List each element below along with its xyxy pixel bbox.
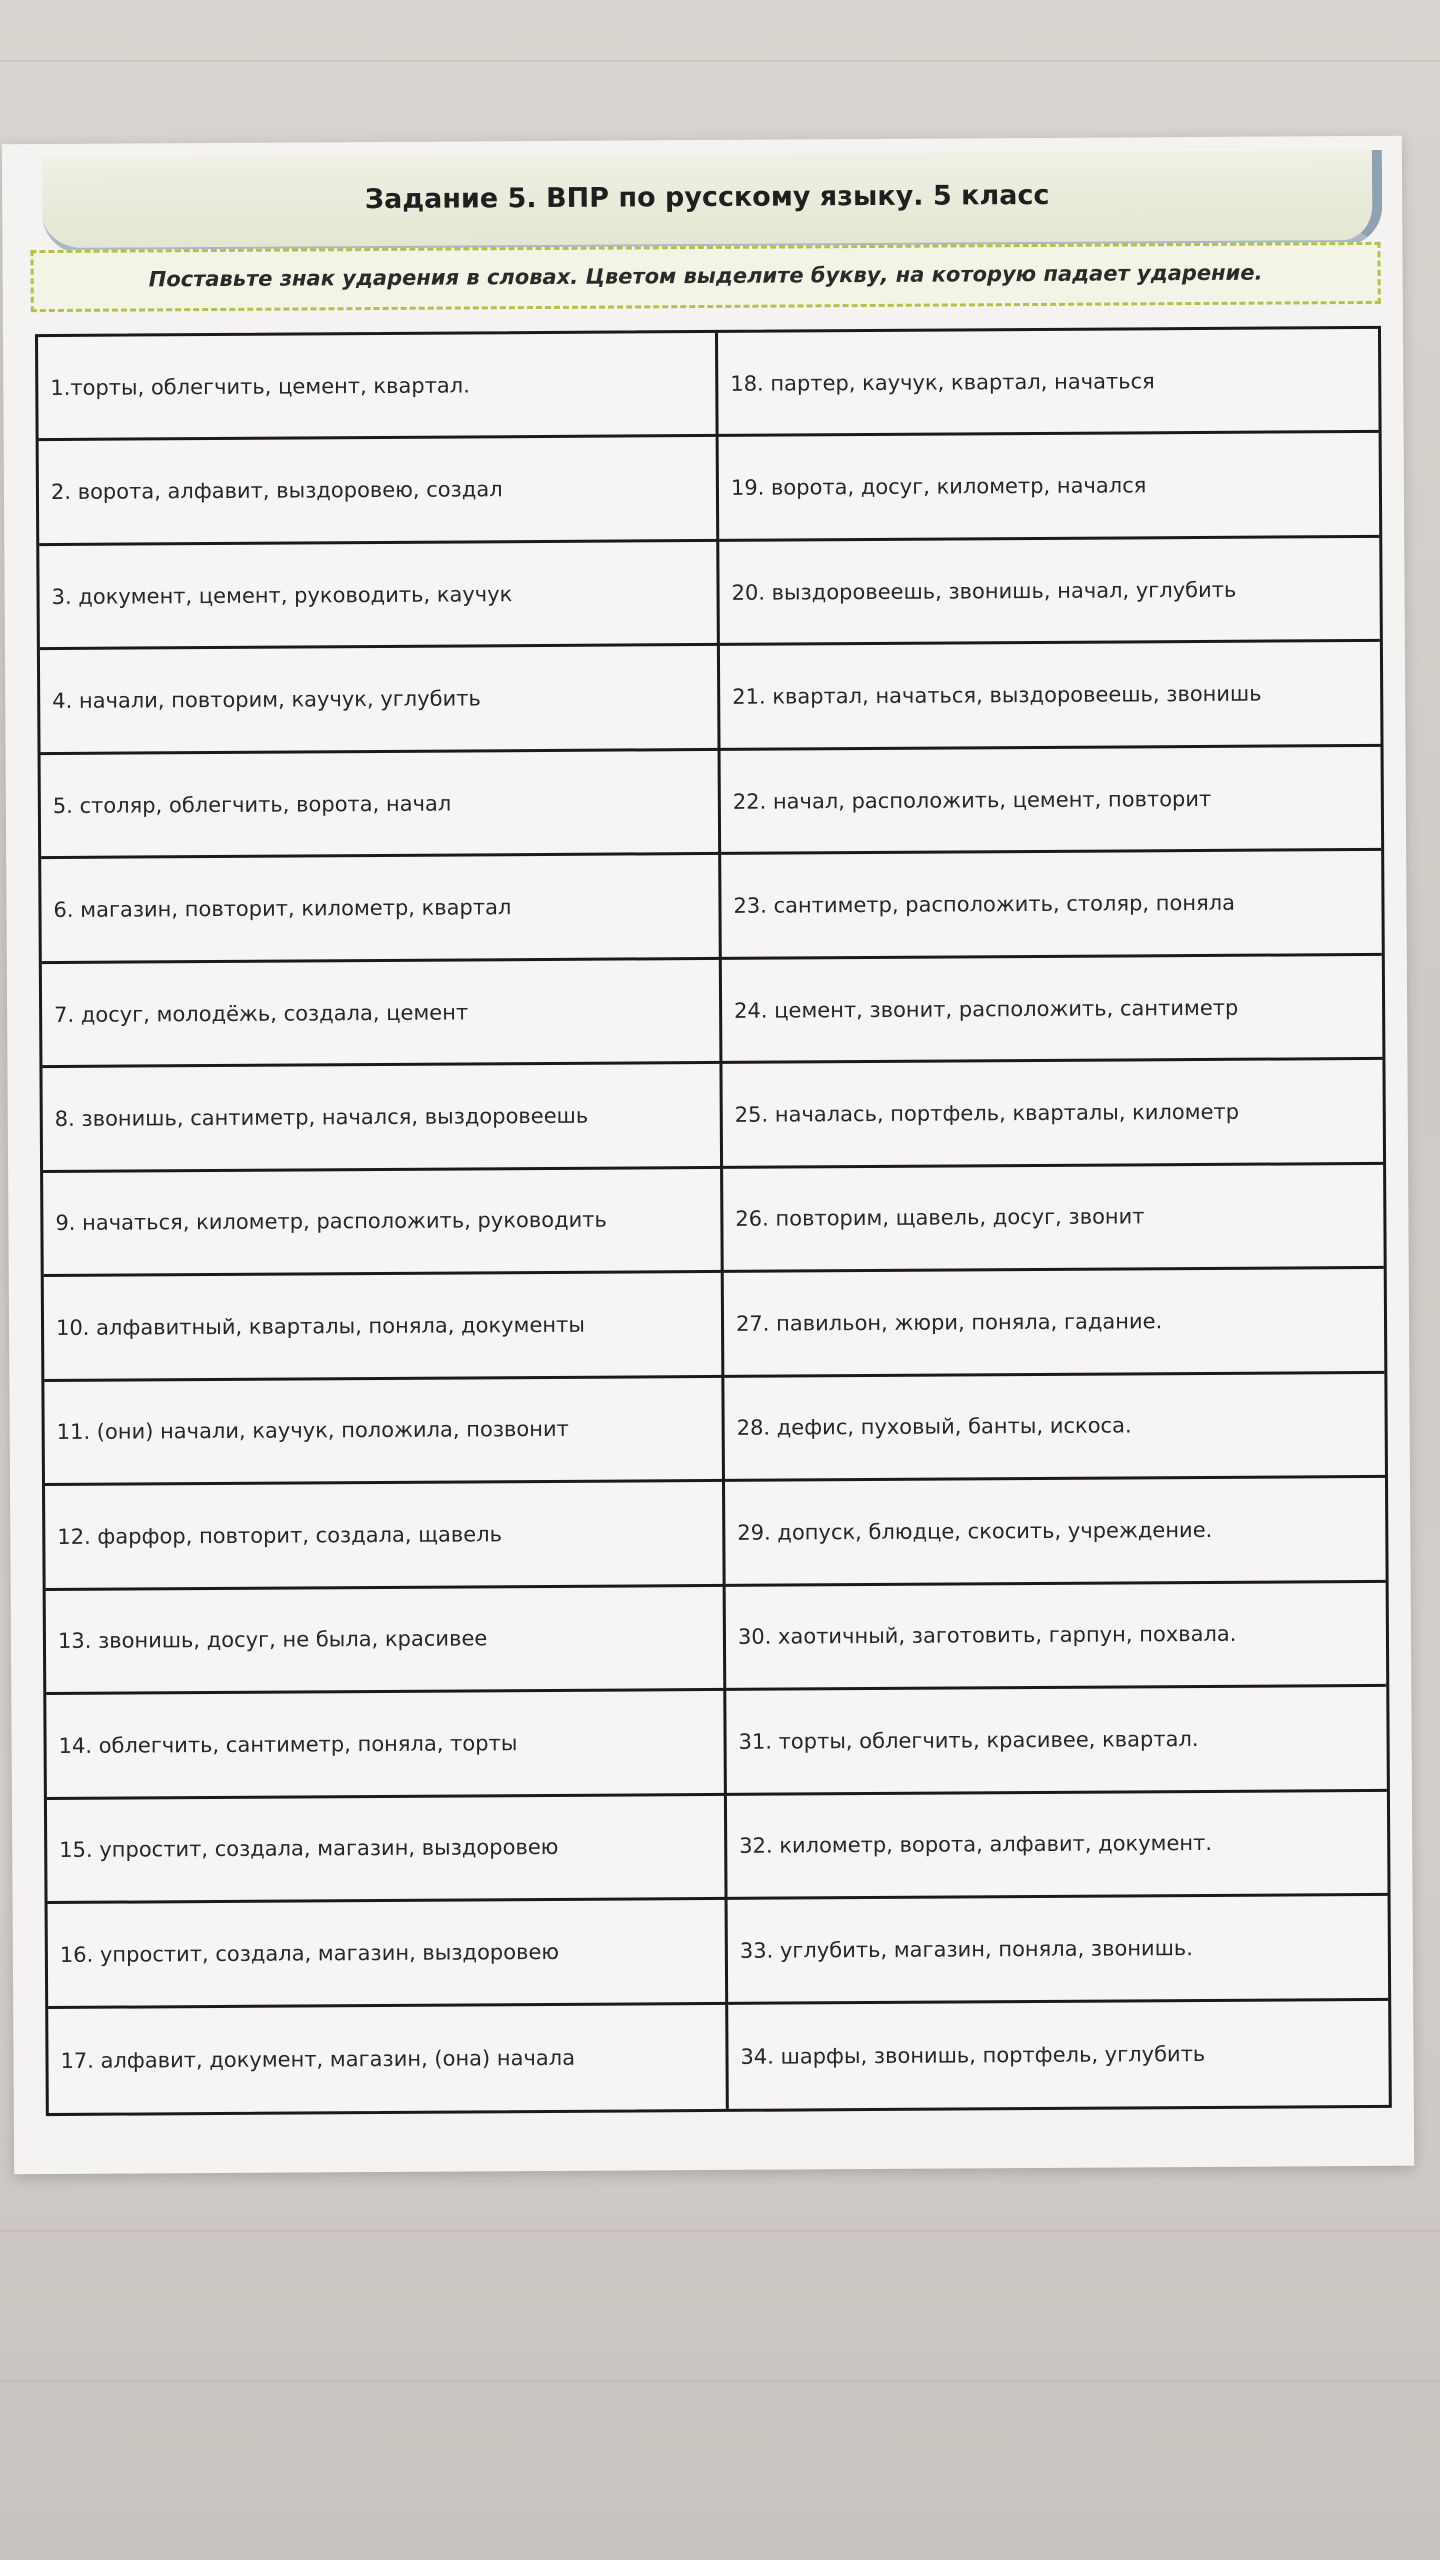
- wood-grain: [0, 2230, 1440, 2232]
- exercise-item: 28. дефис, пуховый, банты, искоса.: [724, 1374, 1385, 1482]
- page-title: Задание 5. ВПР по русскому языку. 5 класс: [364, 179, 1050, 216]
- exercise-item: 22. начал, расположить, цемент, повторит: [721, 747, 1382, 855]
- exercise-item: 12. фарфор, повторит, создала, щавель: [45, 1482, 726, 1591]
- exercise-item: 8. звонишь, сантиметр, начался, выздоровеешь: [42, 1064, 723, 1173]
- exercise-item: 24. цемент, звонит, расположить, сантиметр: [722, 956, 1383, 1064]
- wood-grain: [0, 60, 1440, 62]
- title-banner: [42, 150, 1383, 254]
- exercise-item: 7. досуг, молодёжь, создала, цемент: [42, 960, 723, 1069]
- exercise-item: 21. квартал, начаться, выздоровеешь, звонишь: [720, 642, 1381, 750]
- exercise-item: 33. углубить, магазин, поняла, звонишь.: [728, 1896, 1389, 2004]
- exercise-item: 16. упростит, создала, магазин, выздоровею: [48, 1900, 729, 2009]
- exercise-item: 14. облегчить, сантиметр, поняла, торты: [46, 1691, 727, 1800]
- exercise-item: 34. шарфы, звонишь, портфель, углубить: [740, 2041, 1206, 2069]
- exercise-item: 29. допуск, блюдце, скосить, учреждение.: [725, 1478, 1386, 1586]
- exercise-item: 31. торты, облегчить, красивее, квартал.: [726, 1687, 1387, 1795]
- exercise-item: 17. алфавит, документ, магазин, (она) начала: [48, 2004, 729, 2113]
- exercise-item: 23. сантиметр, расположить, столяр, поняла: [721, 851, 1382, 959]
- exercise-item: 26. повторим, щавель, досуг, звонит: [723, 1165, 1384, 1274]
- exercise-item: 2. ворота, алфавит, выздоровею, создал: [39, 437, 720, 546]
- instruction-box: [30, 242, 1380, 312]
- exercise-item: 1.торты, облегчить, цемент, квартал.: [38, 333, 719, 442]
- instruction-text: Поставьте знак ударения в словах. Цветом выделите букву, на которую падает ударение.: [148, 260, 1263, 292]
- exercise-item: 3. документ, цемент, руководить, каучук: [39, 542, 720, 651]
- exercise-item: 10. алфавитный, кварталы, поняла, документы: [44, 1273, 725, 1382]
- worksheet: [2, 136, 1414, 2175]
- exercise-item: 13. звонишь, досуг, не была, красивее: [46, 1587, 727, 1696]
- exercise-item: 5. столяр, облегчить, ворота, начал: [41, 751, 722, 860]
- exercise-item: 11. (они) начали, каучук, положила, позвонит: [44, 1378, 725, 1487]
- exercise-item: 18. партер, каучук, квартал, начаться: [718, 329, 1379, 437]
- exercise-item: 32. километр, ворота, алфавит, документ.: [727, 1791, 1388, 1899]
- exercise-item: 9. начаться, километр, расположить, руководить: [43, 1169, 724, 1278]
- exercise-item: 6. магазин, повторит, километр, квартал: [41, 855, 722, 964]
- exercise-item: 19. ворота, досуг, километр, начался: [719, 433, 1380, 541]
- exercise-item: 27. павильон, жюри, поняла, гадание.: [724, 1269, 1385, 1377]
- exercise-table: [35, 326, 1392, 2116]
- exercise-item: 30. хаотичный, заготовить, гарпун, похвала.: [726, 1583, 1387, 1691]
- exercise-item: 25. началась, портфель, кварталы, километр: [722, 1060, 1383, 1168]
- exercise-item: 20. выздоровеешь, звонишь, начал, углубить: [719, 538, 1380, 646]
- exercise-item: 4. начали, повторим, каучук, углубить: [40, 646, 721, 755]
- wood-grain: [0, 2380, 1440, 2382]
- exercise-item: 15. упростит, создала, магазин, выздоровею: [47, 1795, 728, 1904]
